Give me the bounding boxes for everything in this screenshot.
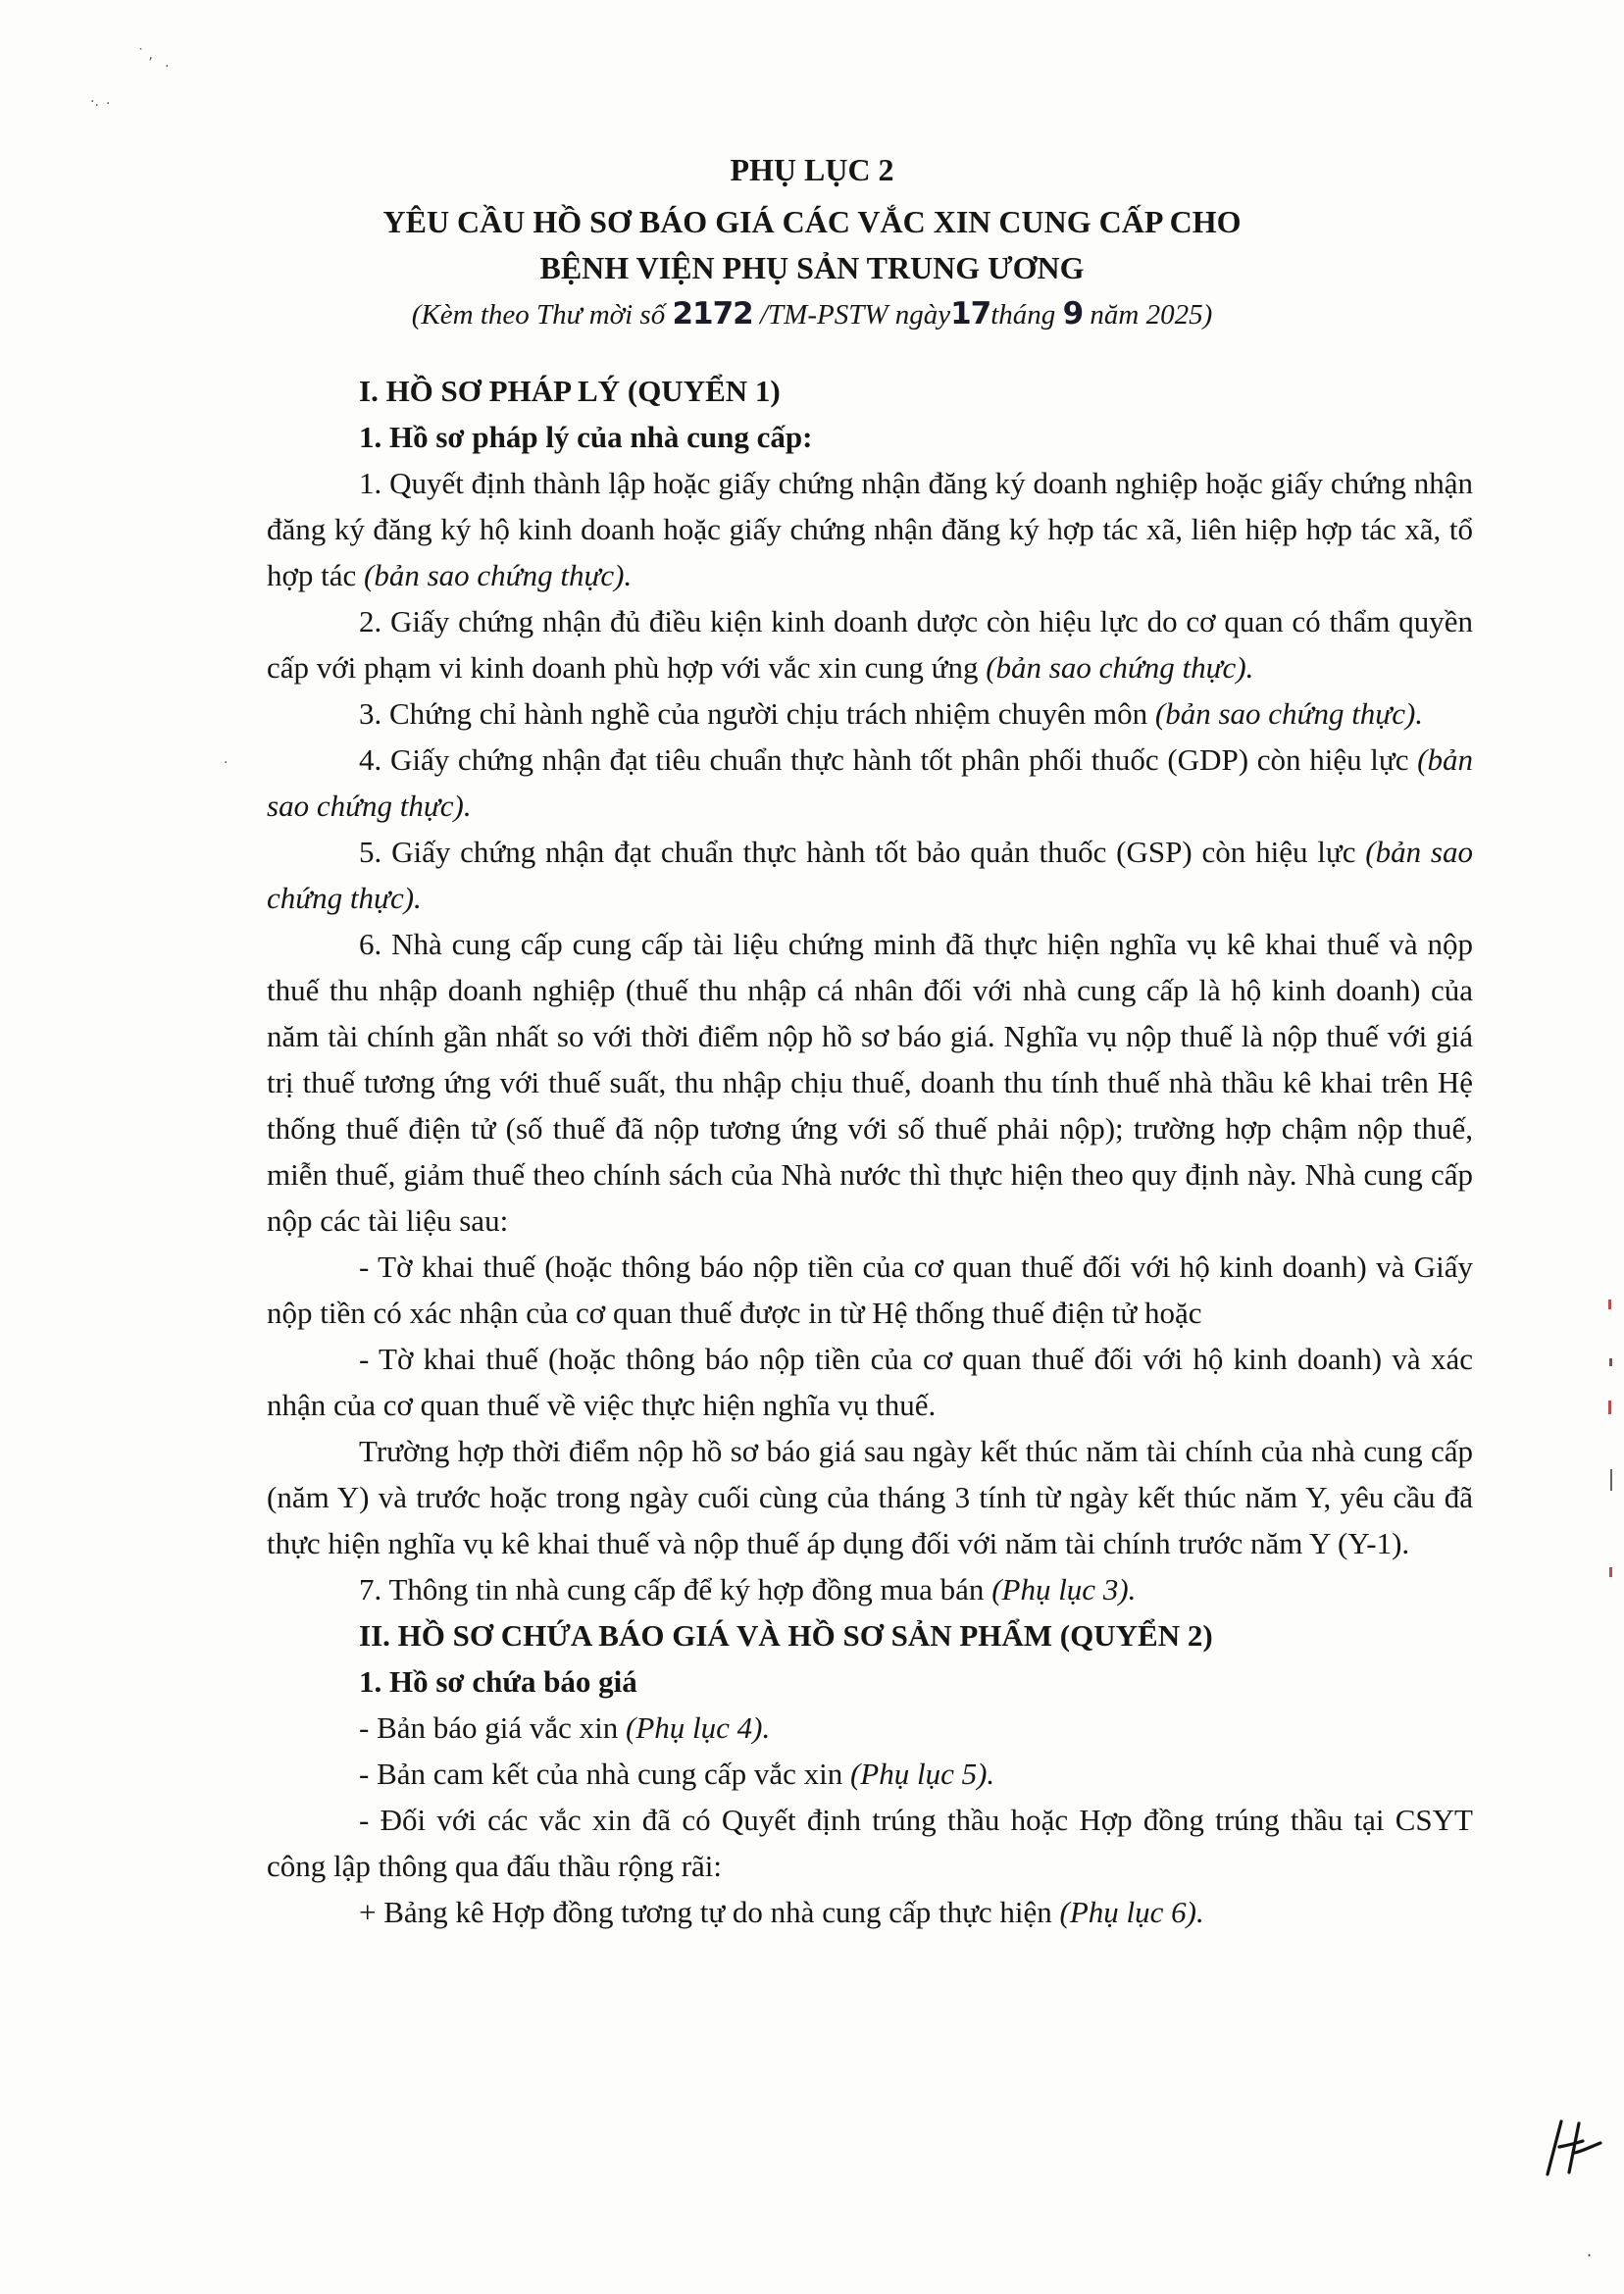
item-7-text: 7. Thông tin nhà cung cấp để ký hợp đồng mua bán	[359, 1572, 992, 1606]
item-5-note: (bản sao chứng thực).	[267, 835, 1473, 915]
item-2-text: 2. Giấy chứng nhận đủ điều kiện kinh doanh dược còn hiệu lực do cơ quan có thẩm quyền cấp với phạm vi kinh doanh phù hợp với vắc xin cung ứng	[267, 604, 1473, 685]
scan-speck: ·.	[90, 94, 99, 110]
item-5-text: 5. Giấy chứng nhận đạt chuẩn thực hành tốt bảo quản thuốc (GSP) còn hiệu lực	[359, 835, 1366, 869]
section-1-subtitle: 1. Hồ sơ pháp lý của nhà cung cấp:	[359, 420, 813, 454]
scan-speck: ˙ ,	[137, 47, 153, 63]
initials-signature-icon	[1540, 2114, 1608, 2182]
quote-item-2-note: (Phụ lục 5).	[849, 1757, 995, 1791]
handwritten-day: 17	[950, 296, 991, 331]
scan-speck: ·	[224, 755, 228, 771]
item-1-note: (bản sao chứng thực).	[364, 558, 633, 592]
margin-mark	[1608, 1401, 1611, 1414]
item-4	[267, 737, 1473, 829]
section-2-subtitle: 1. Hồ sơ chứa báo giá	[359, 1664, 637, 1699]
item-2-note: (bản sao chứng thực).	[986, 650, 1254, 685]
item-7-note: (Phụ lục 3).	[991, 1572, 1137, 1606]
quote-item-1-text: - Bản báo giá vắc xin	[359, 1710, 627, 1745]
quote-item-2-text: - Bản cam kết của nhà cung cấp vắc xin	[359, 1757, 850, 1791]
quote-item-4	[267, 1889, 1473, 1935]
item-1-text: 1. Quyết định thành lập hoặc giấy chứng nhận đăng ký doanh nghiệp hoặc giấy chứng nhận đăng ký đăng ký hộ kinh doanh hoặc giấy chứng nhận đăng ký hợp tác xã, liên hiệp hợp tác xã, tổ hợp tác	[267, 466, 1473, 592]
item-6-b: - Tờ khai thuế (hoặc thông báo nộp tiền của cơ quan thuế đối với hộ kinh doanh) và xác nhận của cơ quan thuế về việc thực hiện nghĩa vụ thuế.	[267, 1342, 1473, 1422]
quote-item-1	[267, 1705, 1473, 1751]
item-6-c: Trường hợp thời điểm nộp hồ sơ báo giá sau ngày kết thúc năm tài chính của nhà cung cấp (năm Y) và trước hoặc trong ngày cuối cùng của tháng 3 tính từ ngày kết thúc năm Y, yêu cầu đã thực hiện nghĩa vụ kê khai thuế và nộp thuế áp dụng đối với năm tài chính trước năm Y (Y-1).	[267, 1434, 1473, 1560]
item-6-a: - Tờ khai thuế (hoặc thông báo nộp tiền của cơ quan thuế đối với hộ kinh doanh) và Giấy nộp tiền có xác nhận của cơ quan thuế được in từ Hệ thống thuế điện tử hoặc	[267, 1249, 1473, 1330]
scan-speck: ·	[165, 59, 170, 75]
handwritten-ref-number: 2172	[672, 296, 753, 331]
scan-speck: ·	[106, 96, 111, 112]
quote-item-4-text: + Bảng kê Hợp đồng tương tự do nhà cung cấp thực hiện	[359, 1895, 1060, 1929]
section-1-title: I. HỒ SƠ PHÁP LÝ (QUYỂN 1)	[359, 374, 781, 408]
ref-mid: /TM-PSTW ngày	[752, 299, 951, 331]
item-6: 6. Nhà cung cấp cung cấp tài liệu chứng minh đã thực hiện nghĩa vụ kê khai thuế và nộp thuế thu nhập doanh nghiệp (thuế thu nhập cá nhân đối với nhà cung cấp là hộ kinh doanh) của năm tài chính gần nhất so với thời điểm nộp hồ sơ báo giá. Nghĩa vụ nộp thuế là nộp thuế với giá trị thuế tương ứng với thuế suất, thu nhập chịu thuế, doanh thu tính thuế nhà thầu kê khai trên Hệ thống thuế điện tử (số thuế đã nộp tương ứng với số thuế phải nộp); trường hợp chậm nộp thuế, miễn thuế, giảm thuế theo chính sách của Nhà nước thì thực hiện theo quy định này. Nhà cung cấp nộp các tài liệu sau:	[267, 927, 1473, 1238]
item-4-text: 4. Giấy chứng nhận đạt tiêu chuẩn thực hành tốt phân phối thuốc (GDP) còn hiệu lực	[359, 742, 1418, 777]
item-1	[267, 460, 1473, 598]
quote-item-2	[267, 1751, 1473, 1797]
scan-speck: ·	[1587, 2246, 1593, 2265]
item-3-text: 3. Chứng chỉ hành nghề của người chịu trách nhiệm chuyên môn	[359, 696, 1155, 731]
ref-suffix: năm 2025)	[1083, 299, 1213, 331]
handwritten-month: 9	[1062, 296, 1084, 331]
document-reference	[0, 296, 1624, 331]
item-4-note: (bản sao chứng thực).	[267, 742, 1473, 823]
ref-prefix: (Kèm theo Thư mời số	[411, 299, 673, 331]
quote-item-3: - Đối với các vắc xin đã có Quyết định trúng thầu hoặc Hợp đồng trúng thầu tại CSYT công lập thông qua đấu thầu rộng rãi:	[267, 1803, 1473, 1883]
item-2	[267, 598, 1473, 690]
document-heading-line1: YÊU CẦU HỒ SƠ BÁO GIÁ CÁC VẮC XIN CUNG CẤP CHO	[382, 204, 1242, 239]
item-5	[267, 829, 1473, 921]
document-heading-line2: BỆNH VIỆN PHỤ SẢN TRUNG ƯƠNG	[539, 250, 1085, 285]
quote-item-4-note: (Phụ lục 6).	[1059, 1895, 1204, 1929]
document-body	[267, 368, 1473, 1935]
appendix-title: PHỤ LỤC 2	[730, 152, 894, 187]
item-3	[267, 690, 1473, 737]
ref-mid2: tháng	[990, 299, 1063, 331]
margin-mark	[1609, 1358, 1612, 1366]
quote-item-1-note: (Phụ lục 4).	[626, 1710, 771, 1745]
item-7	[267, 1566, 1473, 1612]
margin-mark	[1609, 1567, 1612, 1577]
margin-mark	[1610, 1469, 1612, 1491]
margin-mark	[1608, 1300, 1611, 1309]
section-2-title: II. HỒ SƠ CHỨA BÁO GIÁ VÀ HỒ SƠ SẢN PHẨM (QUYỂN 2)	[359, 1618, 1213, 1653]
item-3-note: (bản sao chứng thực).	[1154, 696, 1424, 731]
